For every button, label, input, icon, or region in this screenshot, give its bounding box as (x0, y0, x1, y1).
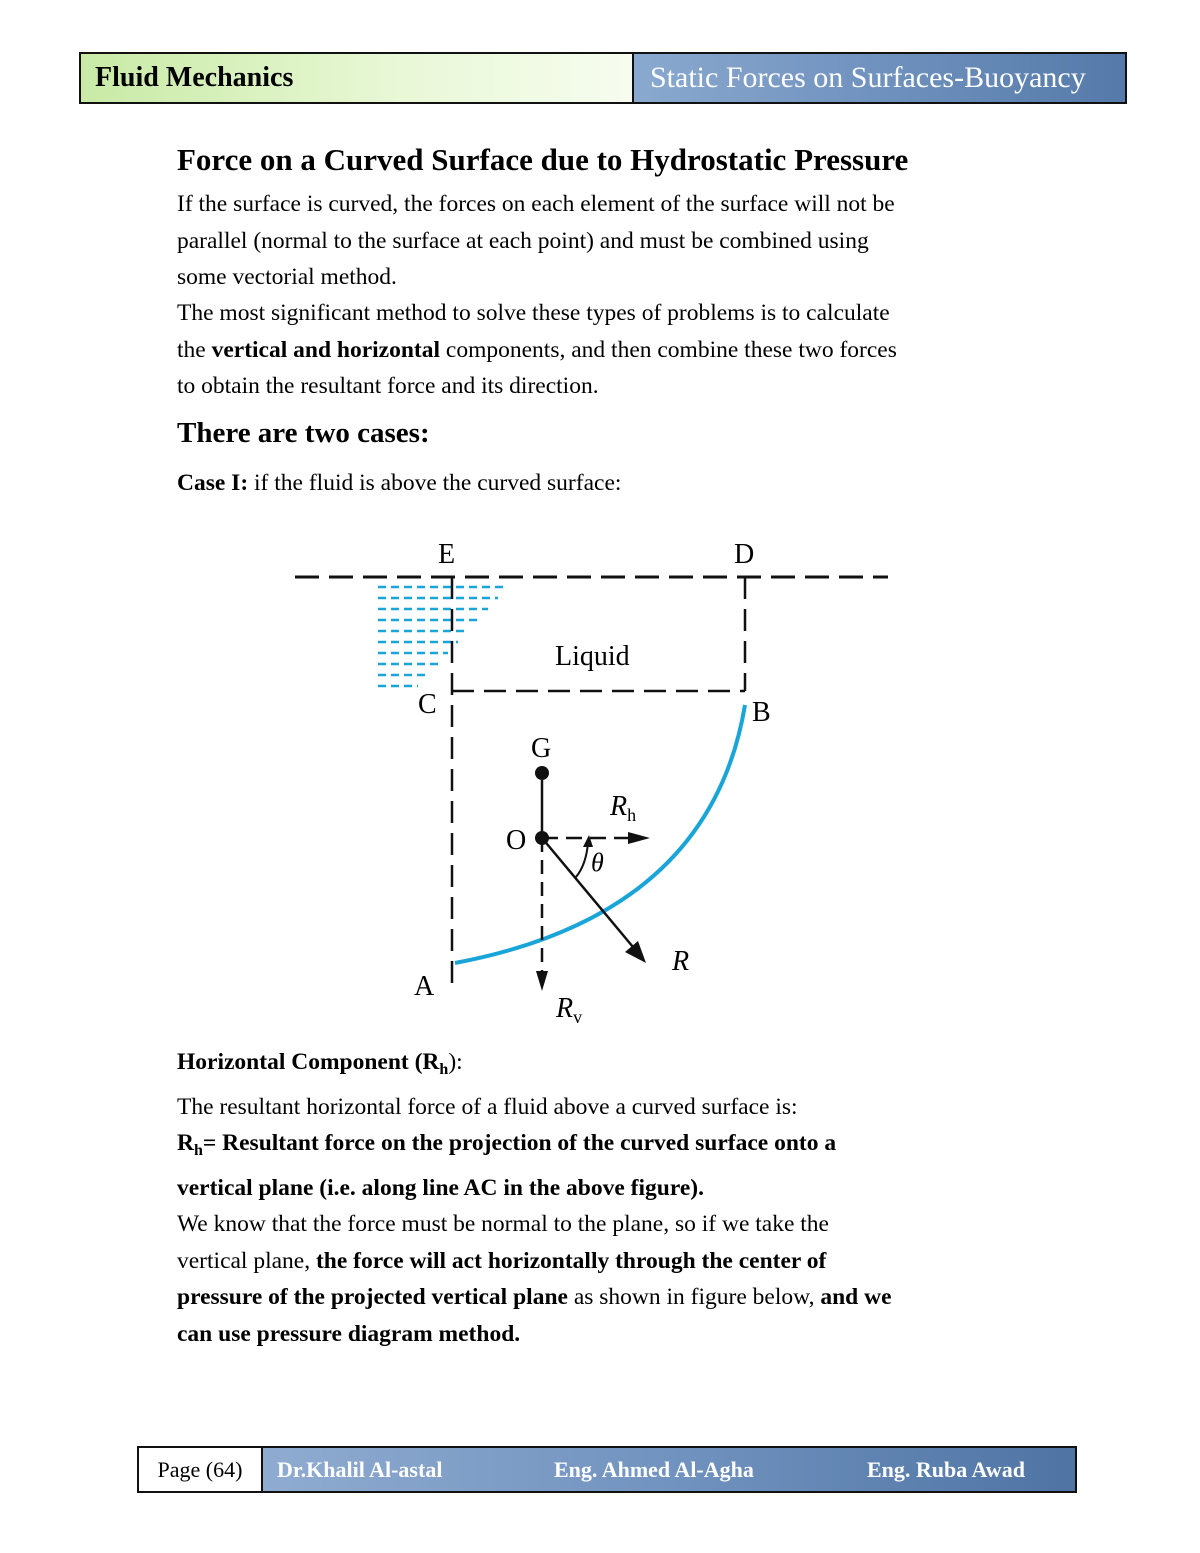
horizontal-component-section (177, 1044, 1037, 1352)
figure-svg (290, 535, 900, 1035)
method-text: components, and then combine these two forces (440, 336, 897, 363)
horizontal-line: We know that the force must be normal to the plane, so if we take the (177, 1211, 829, 1237)
intro-paragraph (177, 186, 1037, 296)
def-sub: h (193, 1142, 203, 1159)
label-d: D (734, 539, 755, 570)
page-number: Page (64) (139, 1448, 263, 1491)
intro-line: If the surface is curved, the forces on each element of the surface will not be (177, 191, 895, 217)
method-line: to obtain the resultant force and its direction. (177, 373, 599, 399)
def-text: = Resultant force on the projection of the curved surface onto a (202, 1130, 837, 1156)
horizontal-definition (177, 1125, 1037, 1170)
line5-bold: the force will act horizontally through the center of (315, 1247, 827, 1274)
rv-sub: v (573, 1007, 583, 1027)
curved-surface-figure (290, 535, 900, 1040)
label-o: O (506, 825, 527, 856)
rh-arrowhead (628, 832, 650, 844)
label-a: A (414, 971, 435, 1002)
method-line: The most significant method to solve these types of problems is to calculate (177, 300, 890, 326)
intro-line: some vectorial method. (177, 264, 397, 290)
theta-arc (576, 843, 588, 877)
page-footer (137, 1446, 1077, 1493)
def-r: R (177, 1130, 194, 1156)
label-rh (609, 791, 636, 825)
label-r: R (672, 946, 690, 977)
cases-heading: There are two cases: (177, 417, 430, 449)
label-c: C (418, 689, 437, 720)
horizontal-line (177, 1279, 1037, 1316)
def-text: vertical plane (i.e. along line AC in the above figure). (177, 1174, 704, 1201)
horizontal-definition-cont (177, 1170, 1037, 1207)
horizontal-line (177, 1316, 1037, 1353)
label-e: E (438, 539, 456, 570)
r-arrowhead (625, 941, 646, 963)
method-text: the (177, 336, 212, 363)
r-arrow-line (542, 838, 633, 947)
heading-text: Horizontal Component (R (177, 1049, 440, 1075)
label-theta: θ (591, 848, 604, 877)
label-liquid: Liquid (555, 641, 630, 672)
course-title: Fluid Mechanics (81, 54, 634, 102)
horizontal-heading (177, 1044, 1037, 1089)
author-ahmed: Eng. Ahmed Al-Agha (554, 1456, 754, 1482)
page-header (79, 52, 1127, 104)
rv-main: R (556, 993, 574, 1024)
author-ruba: Eng. Ruba Awad (867, 1456, 1025, 1482)
section-title: Force on a Curved Surface due to Hydrostatic Pressure (177, 142, 909, 177)
line6-bold2: and we (820, 1284, 892, 1310)
rh-main: R (610, 791, 628, 822)
line6-text: as shown in figure below, (567, 1284, 821, 1310)
label-rv (555, 993, 582, 1027)
horizontal-line (177, 1243, 1037, 1280)
case-one (177, 470, 621, 497)
method-line (177, 332, 1037, 369)
chapter-title: Static Forces on Surfaces-Buoyancy (634, 54, 1125, 102)
label-g: G (531, 733, 552, 764)
label-b: B (752, 697, 771, 728)
intro-line: parallel (normal to the surface at each point) and must be combined using (177, 227, 869, 254)
curved-surface (455, 705, 745, 963)
horizontal-line: The resultant horizontal force of a fluid above a curved surface is: (177, 1093, 798, 1120)
line7-bold: can use pressure diagram method. (177, 1320, 521, 1347)
rv-arrowhead (536, 971, 548, 991)
author-khalil: Dr.Khalil Al-astal (277, 1456, 443, 1482)
authors-bar (263, 1448, 1075, 1491)
heading-post: ): (448, 1049, 463, 1075)
case-one-label: Case I: (177, 470, 249, 496)
case-one-text: if the fluid is above the curved surface: (248, 470, 622, 496)
line6-bold: pressure of the projected vertical plane (177, 1284, 568, 1310)
method-paragraph (177, 295, 1037, 405)
line5-text: vertical plane, (177, 1247, 316, 1274)
rh-sub: h (627, 805, 637, 825)
water-surface-hatch (378, 587, 508, 686)
heading-sub: h (439, 1061, 449, 1078)
point-g (535, 766, 549, 780)
method-bold: vertical and horizontal (211, 336, 441, 363)
